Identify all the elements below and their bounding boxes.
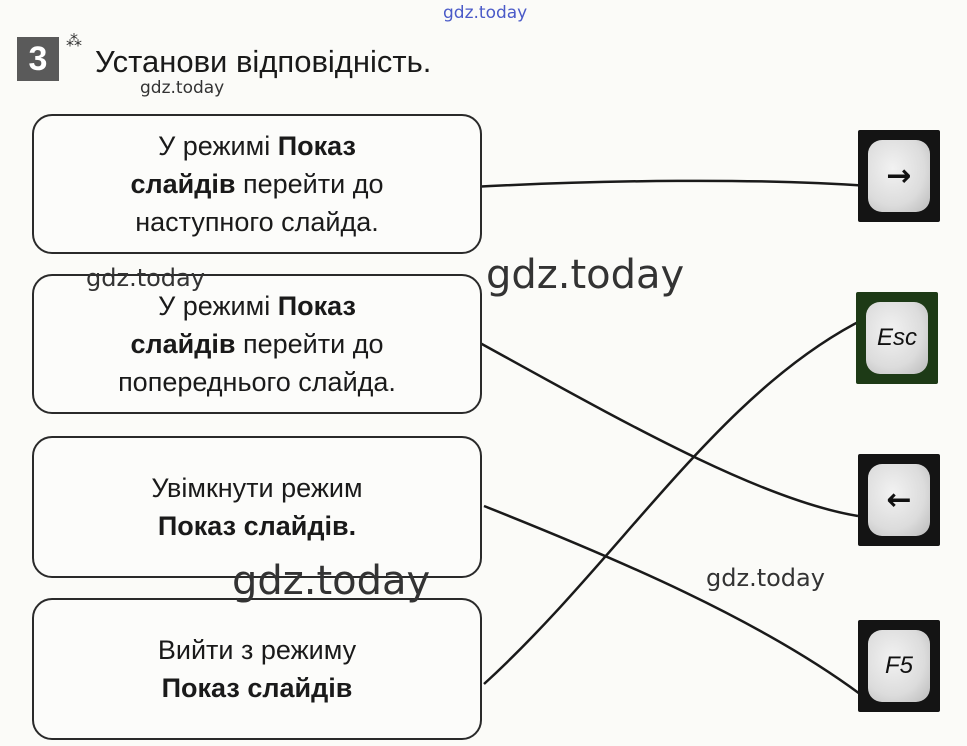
statement-text: Вийти з режиму <box>157 635 357 665</box>
statement-text: перейти до <box>235 329 384 359</box>
statement-text: У режимі <box>158 131 278 161</box>
statement-bold: Показ <box>277 291 356 321</box>
esc-key-label: Esc <box>876 324 917 351</box>
esc-key <box>856 292 938 384</box>
arrow-left-icon: ← <box>886 482 912 518</box>
task-number: 3 <box>17 37 59 81</box>
arrow-right-icon: → <box>886 158 912 194</box>
watermark: gdz.today <box>706 564 825 592</box>
statement-bold: слайдів <box>130 329 236 359</box>
statement-box-4 <box>32 598 482 740</box>
statement-box-1 <box>32 114 482 254</box>
statement-text: перейти до <box>235 169 384 199</box>
statement-bold: Показ слайдів <box>161 673 353 703</box>
f5-key <box>858 620 940 712</box>
watermark: gdz.today <box>443 3 528 23</box>
task-title: Установи відповідність. <box>95 44 432 79</box>
statement-bold: Показ <box>277 131 356 161</box>
f5-key-label: F5 <box>884 652 913 679</box>
arrow-left-key <box>858 454 940 546</box>
statement-box-2 <box>32 274 482 414</box>
difficulty-stars-icon: ⁂ <box>66 31 82 50</box>
statement-bold: Показ слайдів <box>157 511 349 541</box>
match-line-3 <box>484 506 860 694</box>
statement-text: наступного слайда. <box>135 207 379 237</box>
statement-text: Увімкнути режим <box>151 473 363 503</box>
watermark: gdz.today <box>232 558 431 604</box>
watermark: gdz.today <box>140 78 225 98</box>
match-line-2 <box>480 343 858 516</box>
watermark: gdz.today <box>486 252 685 298</box>
watermark: gdz.today <box>86 264 205 292</box>
statement-text: попереднього слайда. <box>118 367 396 397</box>
statement-bold: слайдів <box>130 169 236 199</box>
match-line-1 <box>472 181 868 187</box>
arrow-right-key <box>858 130 940 222</box>
statement-text: У режимі <box>158 291 278 321</box>
statement-text: . <box>348 511 357 541</box>
match-line-4 <box>484 318 866 684</box>
statement-box-3 <box>32 436 482 578</box>
